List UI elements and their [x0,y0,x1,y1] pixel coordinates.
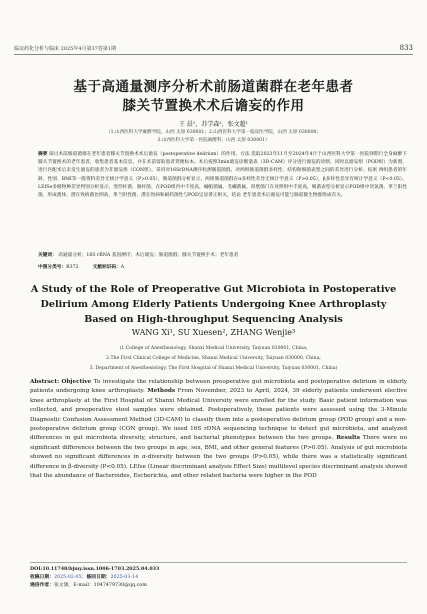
page-number: 833 [399,44,413,52]
revised-date: 2025-03-14 [110,574,139,580]
chinese-affiliation-line: 3.山西医科大学第一医院麻醉科，山西 太原 030001） [157,138,270,143]
objective-label: Objective [61,379,92,385]
english-abstract [30,378,407,481]
methods-label: Methods [147,388,176,395]
chinese-title [0,78,427,116]
english-title-line-1: A Study of the Role of Preoperative Gut Microbiota in Postoperative [30,284,397,295]
classification-info [38,264,407,270]
document-code [93,264,125,270]
objective-text: To investigate the relationship between preoperative gut microbiota and postoperative delirium in elderly patients undergoing knee arthroplasty. [30,379,407,395]
clc-value: R372 [66,265,79,270]
doi: DOI:10.11748/bjmy.issn.1006-1703.2025.04.033 [30,566,160,572]
corresponding-author: 张文颉，E-mail：1047479730@qq.com [54,582,147,588]
results-text: There were no significant differences between the two groups in age, sex, BMI, and other general features (P>0.05). Analysis of gut microbiota showed no significant differences in α-diversity between the two groups (P>0.05), while there was a statistically significant difference in β-diversity (P<0.05). LEfse (Linear discriminant analysis Effect Size) multilevel species discriminant analysis showed that the abundance of Bacteroides, Escherichia, and other related bacteria were higher in the POD [30,435,407,480]
corresponding-author-line [30,582,407,590]
abstract-label: Abstract: [30,379,60,385]
dates-line [30,574,407,582]
corresponding-author-label: 通信作者： [30,581,54,588]
english-title [0,282,427,327]
chinese-abstract-text: 探讨术前肠道菌群在老年患者膝关节置换术术后谵妄（postoperative delirium）的作用。方法 选取2023年11月至2024年4月于山西医科大学第一医院择期行全身麻醉下膝关节置换术的老年患者，收集患者基本信息，并在术前留取患者粪便标本。术后按照3min谵妄诊断量表（3D-CAM）评分进行谵妄的诊断，同时以谵妄组（POD组）为新窗，进行匹配术后未发生谵妄的患者为非谵妄组（CON组）。采用对16SrDNA测序检测肠道菌群，对两组肠道菌群多样性、结构和细菌表型之间的差异进行分析。结果 两组患者的年龄、性别、BMI等一般资料差异无统计学意义（P>0.05），肠道菌群分析显示，两组肠道菌群在α多样性差异无统计学意义（P>0.05），β多样性差异有统计学意义（P<0.05）。LEfSe多级物种差异判别分析显示，变形杆菌、肠杆菌、在POD组内中丰度高，蛹帕菌属、毛螺菌属、厚壁菌门在对照组中丰度高，细菌表型分析显示POD组中厌氧菌、革兰阳性菌、形成菌体、潜在致病菌比例高，革兰阴性菌、潜在致病和耐药菌性与POD呈显著正相关。结论 老年患者术后谵妄可能与肠道微生物群组成有关。 [38,152,407,199]
chinese-abstract-label: 摘要 [38,152,48,157]
english-affiliations [0,344,427,374]
received-date: 2025-02-05； [54,574,87,580]
running-head-journal: 临证药化分析与临床 2025年4月第37卷第1期 [14,46,117,52]
english-authors: WANG Xi¹, SU Xuesen², ZHANG Wenjie³ [131,328,296,337]
clc-label: 中图分类号： [38,265,67,270]
english-affiliation-line: 3. Department of Anesthesiology, The First Hospital of Shanxi Medical University, Taiyuan 030001, China) [89,366,338,371]
results-label: Results [336,435,360,442]
chinese-affiliation-line: （1.山西医科大学麻醉学院，山西 太原 030001；2.山西医科大学第一临床医学院，山西 太原 030000； [105,130,322,135]
received-label: 收稿日期： [30,573,54,580]
english-title-line-3: Based on High-throughput Sequencing Analysis [84,314,343,325]
chinese-keywords-text: 高通量分析；16S rRNA 基因测序；术后谵妄；肠道菌群；膝关节置换手术；老年患者 [58,253,239,258]
revised-label: 修回日期： [86,573,111,580]
english-affiliation-line: (1.College of Anesthesiology, Shanxi Medical University, Taiyuan 030001, China; [119,346,308,351]
chinese-title-line-2: 膝关节置换术术后谵妄的作用 [122,98,305,114]
clc-number [38,264,79,270]
chinese-affiliations [0,129,427,145]
english-affiliation-line: 2.The First Clinical College of Medicine, Shanxi Medical University, Taiyuan 030000, China; [106,356,321,361]
document-code-label: 文献标识码： [92,265,121,270]
document-code-value: A [120,265,125,270]
article-footer [30,562,407,589]
chinese-keywords-label: 关键词： [38,253,57,258]
chinese-abstract [38,151,407,200]
methods-text: From November, 2023 to April, 2024, 39 elderly patients underwent elective knee arthroplasty at the First Hospital of Shanxi Medical University were enrolled for the study. Basic patient information was collected, and preoperative stool samples were obtained. Postoperatively, these patients were assessed using the 3-Minute Diagnostic Confusion Assessment Method (3D-CAM) to classify them into a postoperative delirium group (POD group) and a non-postoperative delirium group (CON group). We used 16S rDNA sequencing technique to detect gut microbiota, and analyzed differences in gut microbiota diversity, structure, and bacterial phenotypes between the two groups. [30,388,408,442]
running-head [14,44,413,55]
chinese-authors: 王 晨¹，苏学森²，张文超¹ [178,121,249,128]
chinese-keywords [38,252,407,258]
chinese-title-line-1: 基于高通量测序分析术前肠道菌群在老年患者 [73,79,354,95]
english-title-line-2: Delirium Among Elderly Patients Undergoing Knee Arthroplasty [40,299,387,310]
